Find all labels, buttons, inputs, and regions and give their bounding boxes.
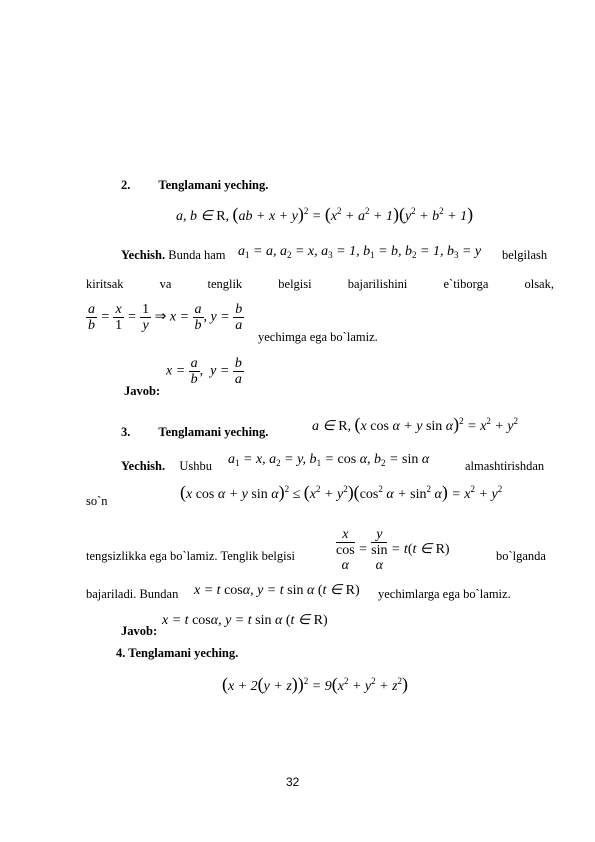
ratio-conclusion: yechimga ega bo`lamiz.	[258, 330, 378, 344]
last-line-end: yechimlarga ega bo`lamiz.	[378, 587, 511, 601]
substitution-tail: almashtirishdan	[465, 459, 545, 473]
inequality-formula: (x cos α + y $\sin \alpha)^2 \le (x^2 + y^2)(\cos^2$ $\alpha + \sin^2 \alpha) = x^2 + y^2$	[180, 482, 503, 502]
problem-number: 4.	[116, 646, 126, 660]
problem-3-answer-label: Javob:	[121, 624, 158, 638]
problem-3-equation: a ∈ R, (x cos α + y $\sin \alpha)^2 = x^2 + y^2$	[312, 414, 518, 434]
problem-4-heading	[116, 646, 238, 661]
problem-title: Tenglamani yeching.	[128, 646, 239, 660]
problem-4-equation: $(x + 2(y + z))^2 = 9(x^2 + y^2 + z^2)$	[222, 674, 409, 694]
last-line-start: bajariladi. Bundan	[86, 587, 179, 601]
substitution-formula: $a_1 = x$, $a_2 = y$, $b_1 = \cos \alpha$, $b_2 = \sin \alpha$	[228, 452, 430, 468]
problem-3-answer: x = t cosα, y = t sin α (t ∈ R)	[162, 613, 328, 628]
problem-number: 2.	[121, 178, 131, 192]
solution-intro: Bunda ham	[168, 248, 226, 262]
so-n-text: so`n	[86, 494, 108, 508]
page-number: 32	[286, 775, 300, 789]
problem-2-equation: a, b ∈ R, $(ab + x + y)^2 = (x^2 + a^2 + 1)(y^2 + b^2 + 1)$	[176, 204, 474, 224]
problem-title: Tenglamani yeching.	[158, 178, 269, 192]
inequality-line-end: bo`lganda	[496, 549, 546, 563]
solution-label: Yechish.	[121, 248, 166, 262]
problem-2-answer-label: Javob:	[124, 384, 161, 398]
designation-tail: belgilash	[502, 248, 548, 262]
problem-2-solution-line	[121, 248, 226, 263]
problem-2-text-line: kiritsak va tenglik belgisi bajarilishini e`tiborga olsak,	[86, 277, 554, 291]
solution-intro: Ushbu	[179, 459, 213, 473]
designations-formula: $a_1 = a$, $a_2 = x$, $a_3 = 1$, $b_1 = b$, $b_2 = 1$, $b_3 = y$	[238, 244, 482, 260]
problem-3-solution-line	[121, 459, 212, 474]
inequality-line-start: tengsizlikka ega bo`lamiz. Tenglik belgisi	[86, 549, 295, 563]
solution-label: Yechish.	[121, 459, 166, 473]
problem-title: Tenglamani yeching.	[158, 425, 269, 439]
problem-number: 3.	[121, 425, 131, 439]
problem-2-heading	[121, 178, 268, 193]
parametric-solution: x = t cosα, y = t sin α (t ∈ R)	[194, 583, 360, 598]
problem-3-heading	[121, 425, 268, 440]
equality-condition: x cos α = y sin α = t(t ∈ R)	[336, 527, 450, 573]
problem-2-answer: x = $\frac{a}{b}$ , y = $\frac{b}{a}$	[166, 356, 242, 387]
ratio-formula: $\frac{a}{b}$ = $\frac{x}{1}$ = $\frac{1}{y}$ ⇒ x = $\frac{a}{b}$ , y = $\frac{b}{a}$	[88, 302, 243, 333]
